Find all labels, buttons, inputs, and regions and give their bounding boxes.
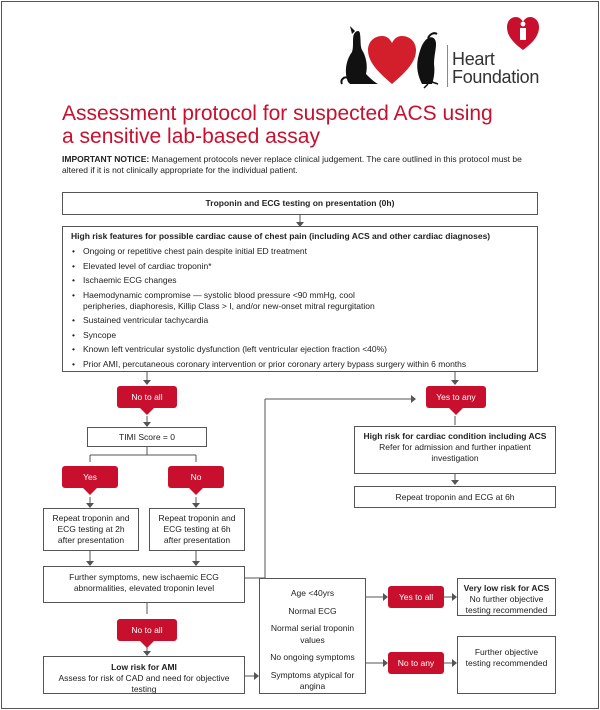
repeat-6h-right-label: Repeat troponin and ECG at 6h: [395, 492, 515, 502]
title-line-2: a sensitive lab-based assay: [62, 125, 320, 148]
repeat-2h-label: Repeat troponin and ECG testing at 2h after presentation: [52, 513, 130, 545]
criterion: No ongoing symptoms: [270, 652, 355, 662]
timi-label: TIMI Score = 0: [119, 432, 175, 442]
criterion: Age <40yrs: [290, 588, 335, 598]
list-item: • Prior AMI, percutaneous coronary intervention or prior coronary artery bypass surgery within 6 months: [81, 359, 529, 370]
further-symptoms-label: Further symptoms, new ischaemic ECG abnormalities, elevated troponin level: [69, 572, 219, 593]
criterion: Normal ECG: [288, 605, 337, 616]
high-risk-heading: High risk features for possible cardiac cause of chest pain (including ACS and other cardiac diagnoses): [71, 231, 491, 241]
very-low-text: No further objective testing recommended: [465, 594, 548, 615]
repeat-6h-box: [149, 508, 245, 551]
start-box: [62, 192, 538, 215]
very-low-heading: Very low risk for ACS: [463, 583, 550, 593]
no-to-any-decision: No to any: [388, 652, 444, 674]
notice-text: Management protocols never replace clinical judgement. The care outlined in this protocol must be altered if it is not clinically appropriate for the individual patient.: [62, 154, 522, 175]
high-risk-cardiac-box: [354, 426, 556, 474]
brand-line-2: Foundation: [452, 67, 540, 87]
no-to-all-decision-2: No to all: [117, 619, 177, 641]
low-risk-box: [43, 656, 245, 694]
no-to-all-decision: No to all: [117, 386, 177, 408]
timi-score-box: [87, 427, 207, 447]
list-item: • Haemodynamic compromise — systolic blood pressure <90 mmHg, cool peripheries, diaphoresis, Killip Class > I, and/or new-onset mitral regurgitation: [81, 290, 529, 312]
high-risk-features-box: [62, 226, 538, 372]
yes-to-any-decision: Yes to any: [426, 386, 486, 408]
notice-label: IMPORTANT NOTICE:: [62, 154, 150, 164]
high-risk-cardiac-heading: High risk for cardiac condition including ACS: [363, 431, 547, 441]
brand-line-1: Heart: [452, 49, 495, 69]
list-item: • Elevated level of cardiac troponin*: [81, 261, 529, 272]
yes-to-all-decision: Yes to all: [388, 586, 444, 608]
list-item: • Known left ventricular systolic dysfunction (left ventricular ejection fraction <40%): [81, 344, 529, 355]
list-item: • Ongoing or repetitive chest pain despite initial ED treatment: [81, 246, 529, 257]
further-testing-label: Further objective testing recommended: [465, 647, 548, 668]
very-low-risk-box: [457, 578, 556, 616]
yes-decision: Yes: [62, 466, 118, 488]
list-item: • Ischaemic ECG changes: [81, 275, 529, 286]
high-risk-cardiac-text: Refer for admission and further inpatient investigation: [379, 442, 531, 463]
repeat-2h-box: [43, 508, 139, 551]
list-item: • Syncope: [81, 330, 529, 341]
criterion: Symptoms atypical for angina: [270, 669, 355, 691]
list-item: • Sustained ventricular tachycardia: [81, 315, 529, 326]
start-label: Troponin and ECG testing on presentation (0h): [205, 198, 395, 208]
criterion: Normal serial troponin values: [270, 623, 355, 645]
title-line-1: Assessment protocol for suspected ACS using: [62, 102, 493, 125]
further-symptoms-box: [43, 566, 245, 603]
low-risk-heading: Low risk for AMI: [111, 662, 177, 672]
high-risk-list: [71, 246, 529, 370]
repeat-6h-right-box: [354, 486, 556, 508]
criteria-box: [259, 578, 366, 694]
repeat-6h-label: Repeat troponin and ECG testing at 6h after presentation: [158, 513, 236, 545]
low-risk-text: Assess for risk of CAD and need for objective testing: [58, 673, 230, 694]
no-decision: No: [168, 466, 224, 488]
further-testing-box: [457, 636, 556, 694]
